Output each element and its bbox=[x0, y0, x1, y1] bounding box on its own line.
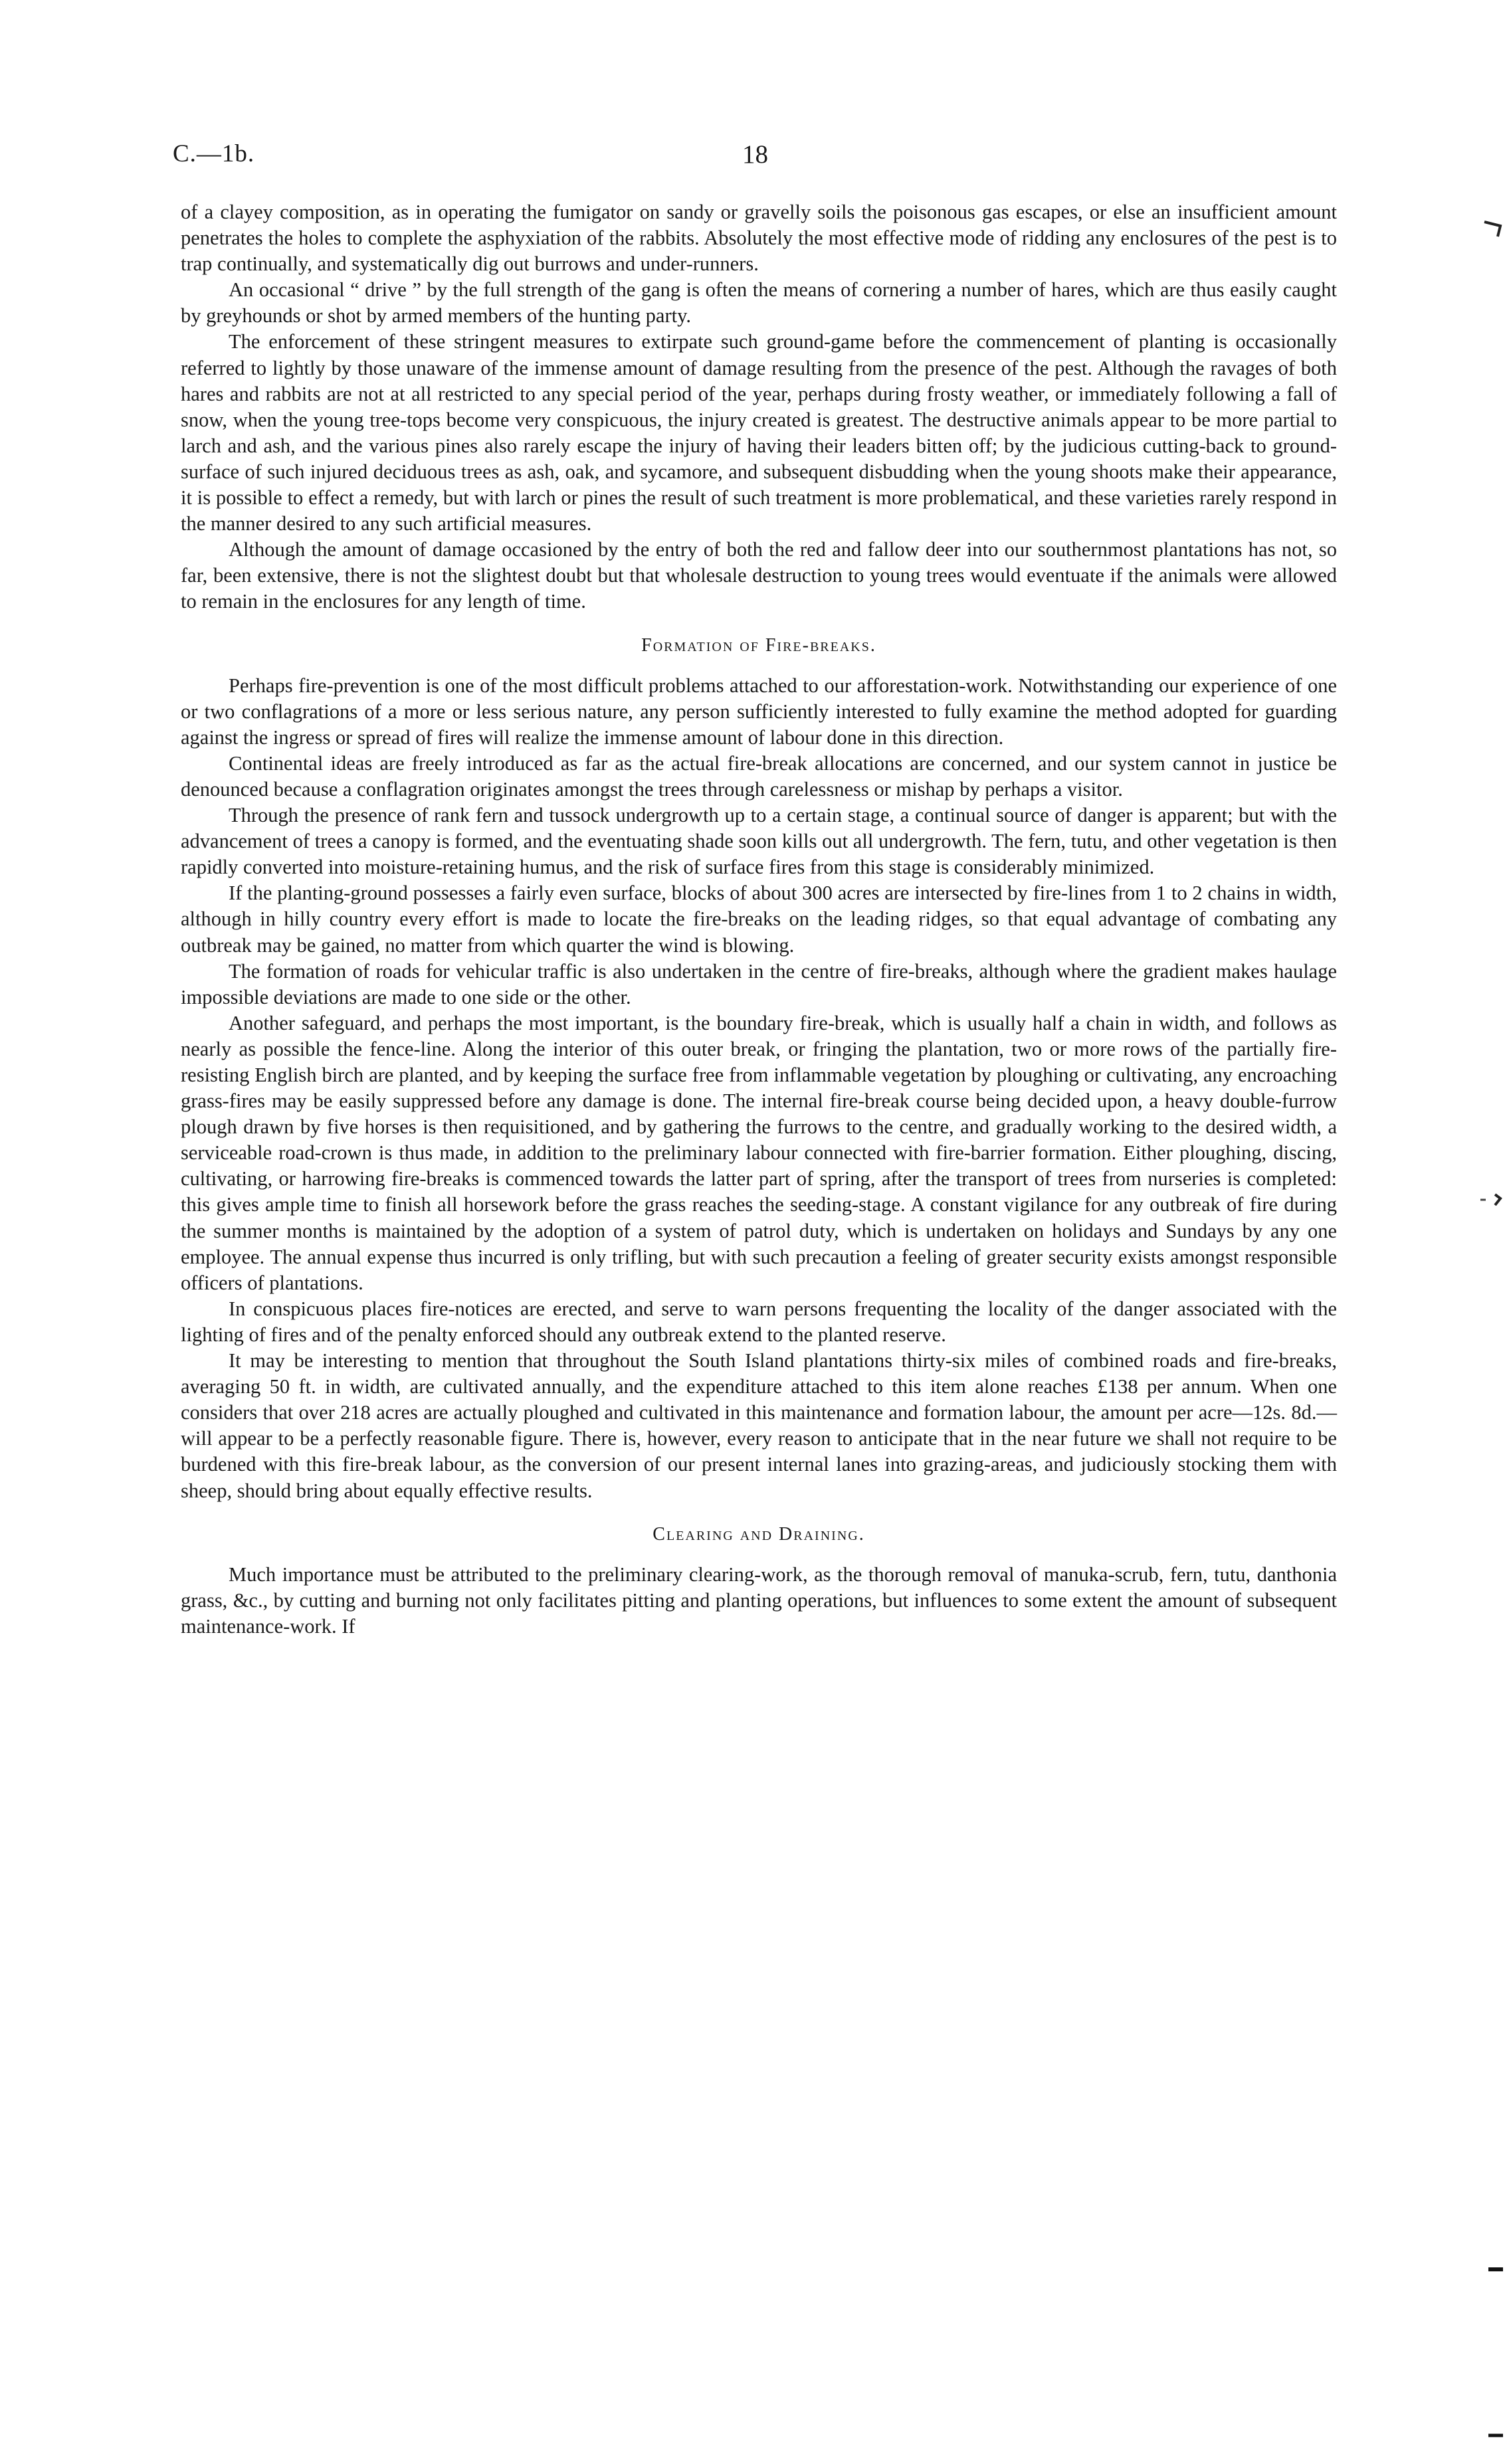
paragraph: If the planting-ground possesses a fairly even surface, blocks of about 300 acres are intersected by fire-lines from 1 to 2 chains in width, although in hilly country every effort is made to locate the fire-breaks on the leading ridges, so that equal advantage of combating any outbreak may be gained, no matter from which quarter the wind is blowing. bbox=[181, 882, 1337, 957]
paragraph: Another safeguard, and perhaps the most important, is the boundary fire-break, which is usually half a chain in width, and follows as nearly as possible the fence-line. Along the interior of this outer break, or fringing the plantation, two or more rows of the partially fire-resisting English birch are planted, and by keeping the surface free from inflammable vegetation by ploughing or cultivating, any encroaching grass-fires may be easily suppressed before any damage is done. The internal fire-break course being decided upon, a heavy double-furrow plough drawn by five horses is then requisitioned, and by gathering the furrows to the centre, and gradually working to the desired width, a serviceable road-crown is thus made, in addition to the preliminary labour connected with fire-barrier formation. Either ploughing, discing, cultivating, or harrowing fire-breaks is commenced towards the latter part of spring, after the transport of trees from nurseries is completed: this gives ample time to finish all horsework before the grass reaches the seeding-stage. A constant vigilance for any outbreak of fire during the summer months is maintained by the adoption of a system of patrol duty, which is undertaken on holidays and Sundays by any one employee. The annual expense thus incurred is only trifling, but with such precaution a feeling of greater security exists amongst responsible officers of plantations. bbox=[181, 1011, 1337, 1294]
section-heading-clearing: Clearing and Draining. bbox=[653, 1523, 865, 1545]
paragraph: It may be interesting to mention that throughout the South Island plantations thirty-six miles of combined roads and fire-breaks, averaging 50 ft. in width, are cultivated annually, and the expenditure attached to this item alone reaches £138 per annum. When one considers that over 218 acres are actually ploughed and cultivated in this maintenance and formation labour, the amount per acre—12s. 8d.—will appear to be a perfectly reasonable figure. There is, however, every reason to anticipate that in the near future we shall not require to be burdened with this fire-break labour, as the conversion of our present internal lanes into grazing-areas, and judiciously stocking them with sheep, should bring about equally effective results. bbox=[181, 1349, 1337, 1502]
paragraph: The formation of roads for vehicular traffic is also undertaken in the centre of fire-breaks, although where the gradient makes haulage impossible deviations are made to one side or the other. bbox=[181, 959, 1337, 1008]
running-header bbox=[173, 140, 1337, 186]
margin-mark-icon bbox=[1483, 219, 1503, 239]
page-number: 18 bbox=[742, 140, 768, 169]
paragraph: of a clayey composition, as in operating the fumigator on sandy or gravelly soils the poisonous gas escapes, or else an insufficient amount penetrates the holes to complete the asphyxiation of the rabbits. Absolutely the most effective mode of ridding any enclosures of the pest is to trap continually, and systematically dig out burrows and under-runners. bbox=[181, 201, 1337, 276]
paragraph: Although the amount of damage occasioned by the entry of both the red and fallow deer into our southernmost plantations has not, so far, been extensive, there is not the slightest doubt but that wholesale destruction to young trees would eventuate if the animals were allowed to remain in the enclosures for any length of time. bbox=[181, 538, 1337, 613]
paragraph: Through the presence of rank fern and tussock undergrowth up to a certain stage, a continual source of danger is apparent; but with the advancement of trees a canopy is formed, and the eventuating shade soon kills out all undergrowth. The fern, tutu, and other vegetation is then rapidly converted into moisture-retaining humus, and the risk of surface fires from this stage is considerably minimized. bbox=[181, 804, 1337, 879]
margin-mark-icon bbox=[1487, 2430, 1504, 2441]
paragraph: The enforcement of these stringent measures to extirpate such ground-game before the commencement of planting is occasionally referred to lightly by those unaware of the immense amount of damage resulting from the presence of the pest. Although the ravages of both hares and rabbits are not at all restricted to any special period of the year, perhaps during frosty weather, or immediately following a fall of snow, when the young tree-tops become very conspicuous, the injury created is greatest. The destructive animals appear to be more partial to larch and ash, and the various pines also rarely escape the injury of having their leaders bitten off; by the judicious cutting-back to ground-surface of such injured deciduous trees as ash, oak, and sycamore, and subsequent disbudding when the young shoots make their appearance, it is possible to effect a remedy, but with larch or pines the result of such treatment is more problematical, and these varieties rarely respond in the manner desired to any such artificial measures. bbox=[181, 330, 1337, 535]
margin-mark-icon bbox=[1487, 2264, 1504, 2275]
paragraph: Much importance must be attributed to the preliminary clearing-work, as the thorough removal of manuka-scrub, fern, tutu, danthonia grass, &c., by cutting and burning not only facilitates pitting and planting operations, but influences to some extent the amount of subsequent maintenance-work. If bbox=[181, 1563, 1337, 1638]
paragraph: Perhaps fire-prevention is one of the most difficult problems attached to our afforestation-work. Notwithstanding our experience of one or two conflagrations of a more or less serious nature, any person sufficiently interested to fully examine the method adopted for guarding against the ingress or spread of fires will realize the immense amount of labour done in this direction. bbox=[181, 674, 1337, 749]
margin-mark-icon bbox=[1479, 1192, 1503, 1208]
document-reference: C.—1b. bbox=[173, 140, 255, 167]
paragraph: Continental ideas are freely introduced as far as the actual fire-break allocations are concerned, and our system cannot in justice be denounced because a conflagration originates amongst the trees through carelessness or mishap by perhaps a visitor. bbox=[181, 751, 1337, 801]
document-page bbox=[173, 140, 1337, 1640]
section-heading-fire-breaks: Formation of Fire-breaks. bbox=[641, 634, 876, 656]
body-text bbox=[181, 199, 1337, 1640]
paragraph: In conspicuous places fire-notices are erected, and serve to warn persons frequenting the locality of the danger associated with the lighting of fires and of the penalty enforced should any outbreak extend to the planted reserve. bbox=[181, 1297, 1337, 1346]
paragraph: An occasional “ drive ” by the full strength of the gang is often the means of cornering a number of hares, which are thus easily caught by greyhounds or shot by armed members of the hunting party. bbox=[181, 278, 1337, 328]
